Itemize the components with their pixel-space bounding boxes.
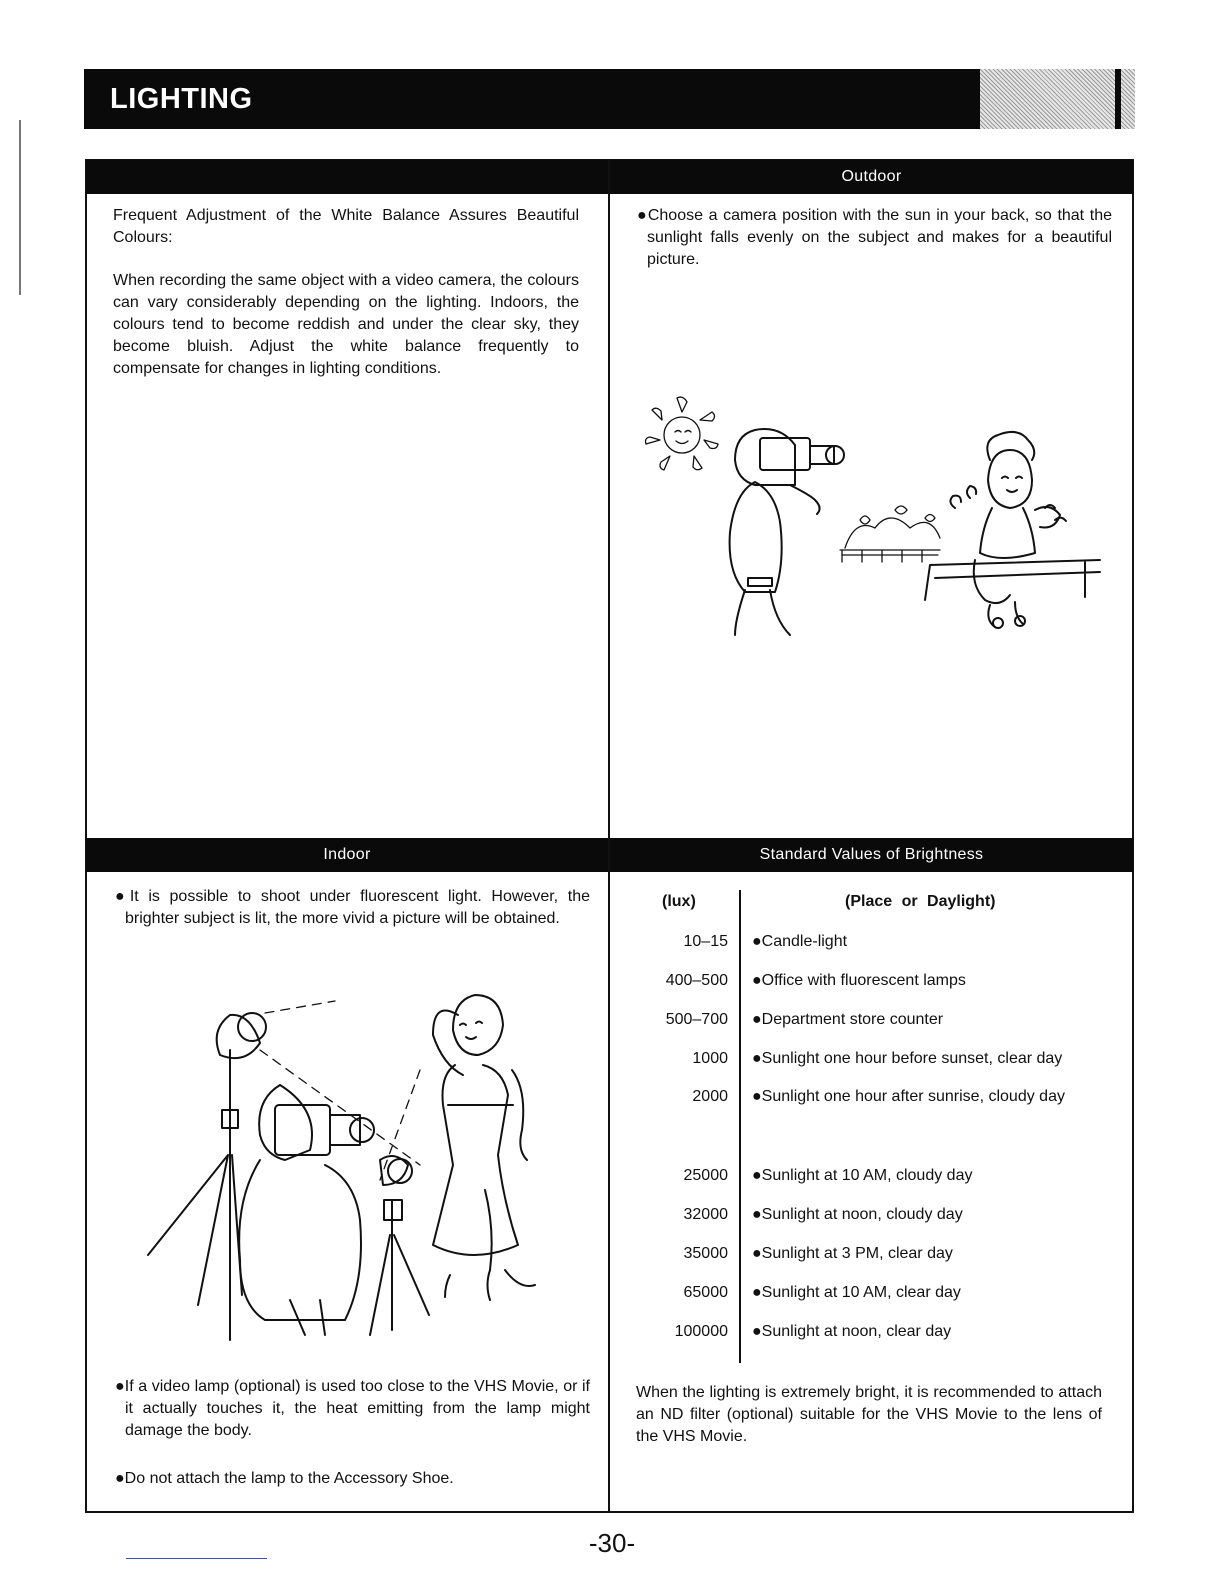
intro-header-bar — [86, 160, 608, 194]
place-column-header: (Place or Daylight) — [845, 893, 996, 910]
girl-on-bench — [925, 432, 1100, 628]
section-header — [84, 69, 1135, 129]
lux-column-header: (lux) — [662, 893, 696, 910]
margin-mark — [19, 120, 21, 295]
nd-filter-note: When the lighting is extremely bright, it is recommended to attach an ND filter (optional) suitable for the VHS Movie to the lens of the VHS Movie. — [636, 1384, 1102, 1445]
place-value: ●Sunlight at noon, clear day — [752, 1323, 952, 1340]
place-value: ●Sunlight at 10 AM, clear day — [752, 1284, 961, 1301]
woman-posing — [433, 995, 535, 1300]
lux-value: 25000 — [683, 1167, 728, 1184]
intro-heading: Frequent Adjustment of the White Balance Assures Beautiful Colours: — [113, 207, 579, 246]
page-number: -30- — [588, 1528, 636, 1558]
outdoor-illustration — [630, 390, 1110, 640]
brightness-header: Standard Values of Brightness — [610, 838, 1133, 872]
footer-link-underline — [126, 1558, 267, 1559]
place-value: ●Sunlight at noon, cloudy day — [752, 1206, 963, 1223]
place-value: ●Sunlight one hour after sunrise, cloudy day — [752, 1088, 1065, 1105]
garden-hedge — [840, 506, 940, 562]
lux-value: 400–500 — [665, 972, 728, 989]
lux-value: 1000 — [692, 1050, 728, 1067]
page-title: LIGHTING — [110, 83, 253, 115]
place-value: ●Office with fluorescent lamps — [752, 972, 966, 989]
halftone-decoration — [980, 69, 1135, 129]
indoor-paragraph-lamp-heat: ●If a video lamp (optional) is used too close to the VHS Movie, or if it actually touches it, the heat emitting from the lamp might damage the body. — [115, 1378, 590, 1439]
light-beam-lines — [260, 1001, 420, 1180]
light-stand-right — [370, 1156, 429, 1335]
lux-value: 35000 — [683, 1245, 728, 1262]
outdoor-header: Outdoor — [610, 160, 1133, 194]
outdoor-text: ●Choose a camera position with the sun in your back, so that the sunlight falls evenly on the subject and makes for a beautiful picture. — [637, 207, 1112, 268]
indoor-paragraph-accessory-shoe: ●Do not attach the lamp to the Accessory Shoe. — [115, 1470, 454, 1487]
table-divider — [739, 890, 741, 1363]
light-stand-left — [148, 1013, 266, 1340]
indoor-illustration — [140, 975, 560, 1345]
place-value: ●Sunlight at 10 AM, cloudy day — [752, 1167, 973, 1184]
indoor-paragraph-fluorescent: ●It is possible to shoot under fluorescent light. However, the brighter subject is lit, the more vivid a picture will be obtained. — [115, 888, 590, 927]
place-value: ●Sunlight one hour before sunset, clear day — [752, 1050, 1063, 1067]
cameraman — [730, 429, 844, 635]
header-stripe — [1115, 69, 1121, 129]
lux-value: 32000 — [683, 1206, 728, 1223]
lux-value: 65000 — [683, 1284, 728, 1301]
cameraman-indoor — [239, 1085, 374, 1335]
indoor-header: Indoor — [86, 838, 608, 872]
place-value: ●Department store counter — [752, 1011, 944, 1028]
lux-value: 10–15 — [683, 933, 728, 950]
lux-value: 2000 — [692, 1088, 728, 1105]
place-value: ●Candle-light — [752, 933, 848, 950]
place-value: ●Sunlight at 3 PM, clear day — [752, 1245, 953, 1262]
intro-body: When recording the same object with a video camera, the colours can vary considerably depending on the lighting. Indoors, the colours tend to become reddish and under the clear sky, they become bluish. Adjust the white balance frequently to compensate for changes in lighting conditions. — [113, 272, 579, 377]
sun-icon — [646, 397, 719, 470]
lux-value: 500–700 — [665, 1011, 728, 1028]
column-divider — [608, 159, 610, 1513]
lux-value: 100000 — [674, 1323, 728, 1340]
